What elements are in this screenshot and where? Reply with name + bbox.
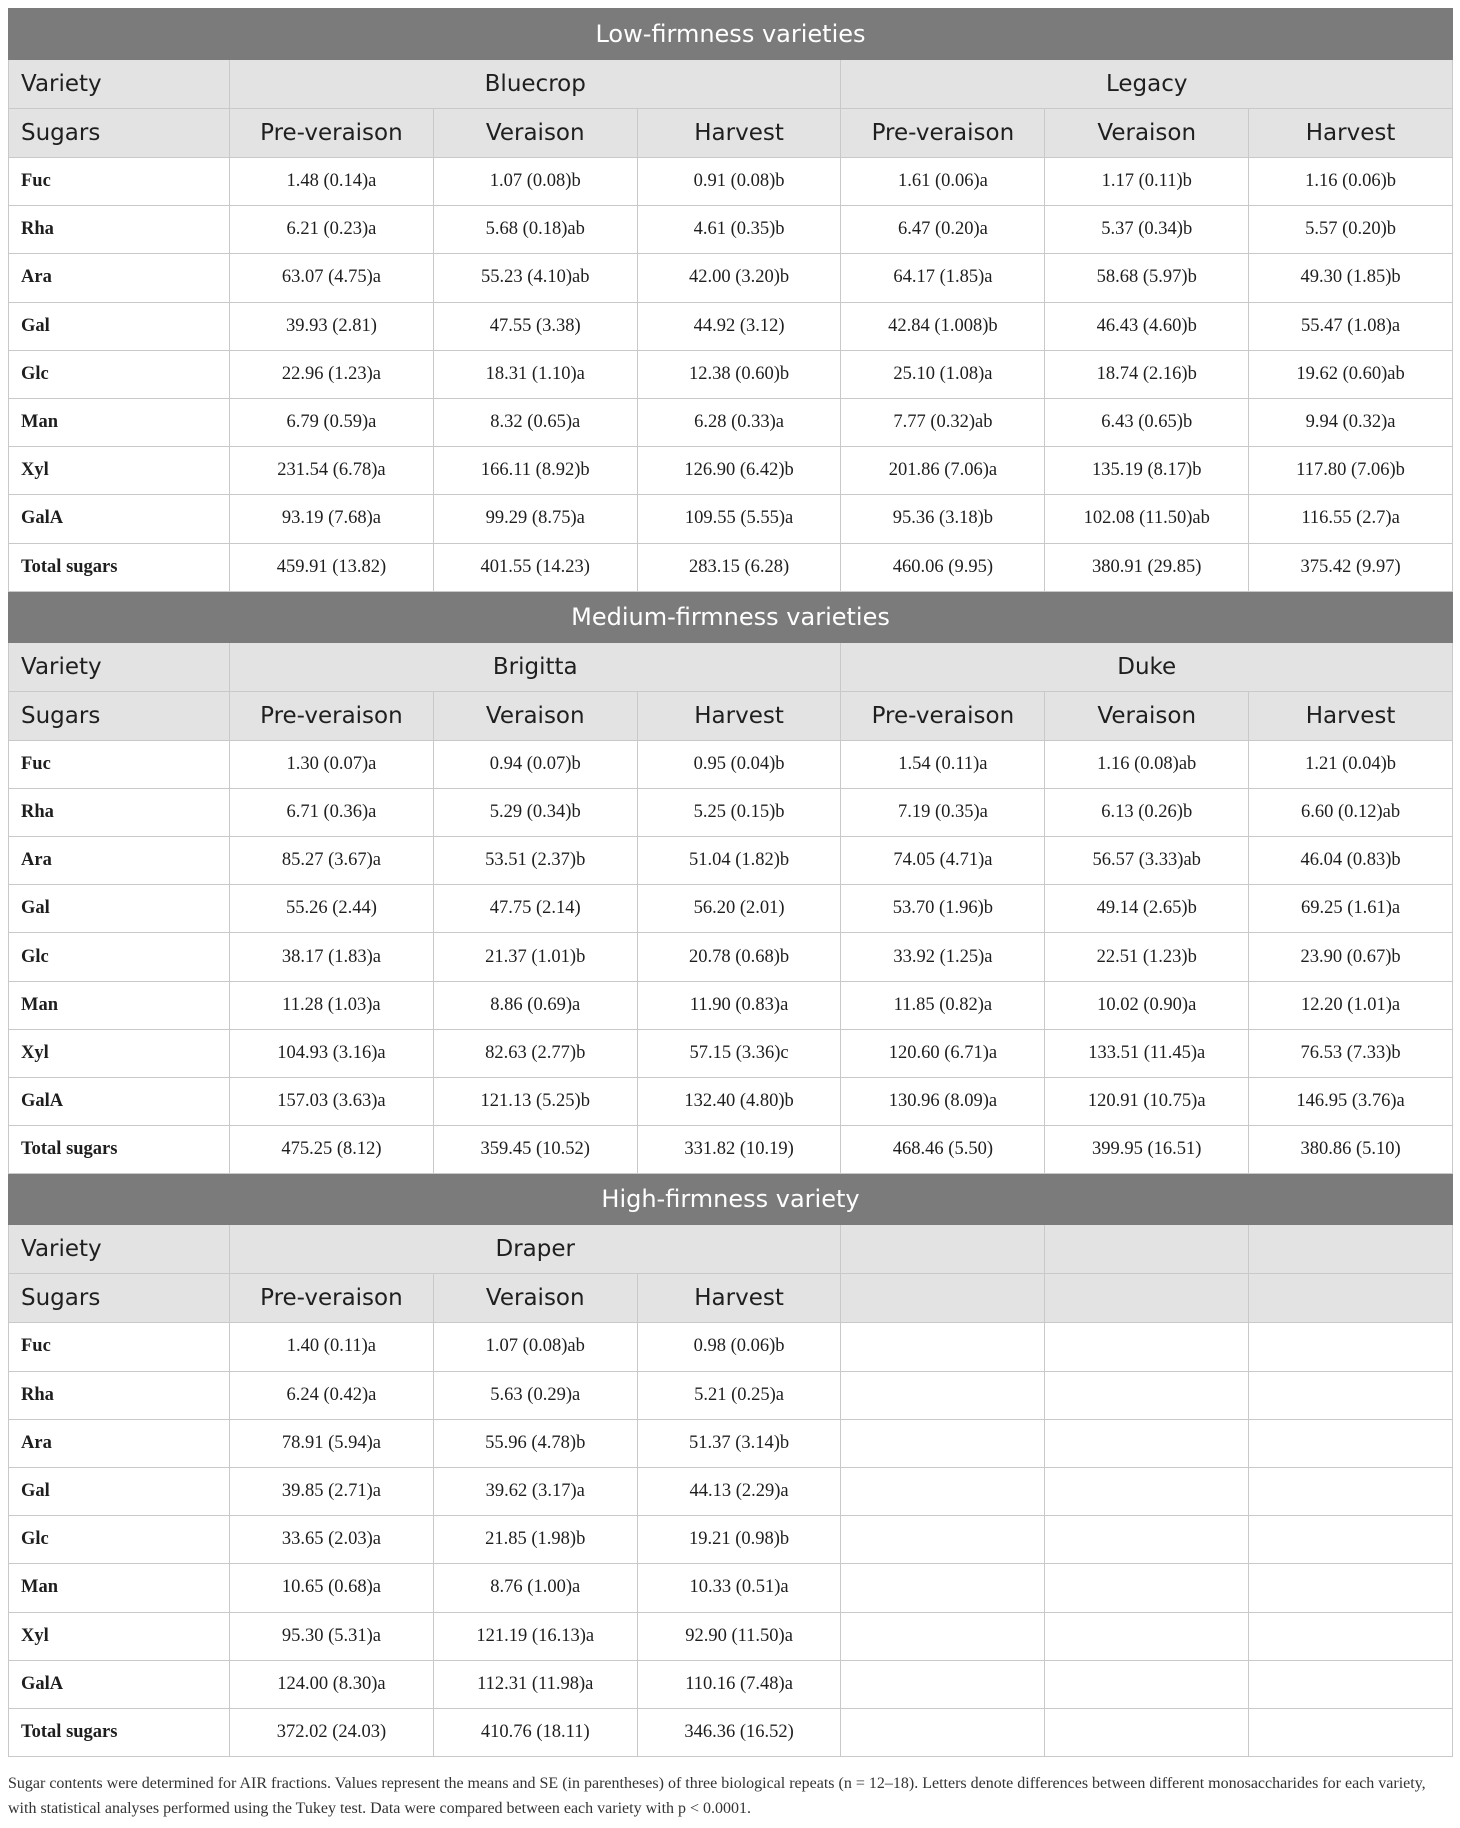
empty-header-cell [1045,1225,1249,1274]
value-cell: 5.25 (0.15)b [637,788,841,836]
stage-header: Veraison [433,691,637,740]
value-cell: 1.07 (0.08)ab [433,1323,637,1371]
empty-cell [841,1323,1045,1371]
value-cell: 401.55 (14.23) [433,543,637,591]
value-cell: 0.91 (0.08)b [637,158,841,206]
empty-cell [1045,1516,1249,1564]
empty-cell [1045,1323,1249,1371]
empty-cell [841,1660,1045,1708]
value-cell: 5.37 (0.34)b [1045,206,1249,254]
empty-cell [1249,1564,1453,1612]
table-row [9,447,1453,495]
sugar-name: Man [9,398,230,446]
value-cell: 78.91 (5.94)a [230,1419,434,1467]
value-cell: 11.85 (0.82)a [841,981,1045,1029]
value-cell: 475.25 (8.12) [230,1126,434,1174]
value-cell: 1.40 (0.11)a [230,1323,434,1371]
value-cell: 74.05 (4.71)a [841,837,1045,885]
value-cell: 121.13 (5.25)b [433,1078,637,1126]
value-cell: 23.90 (0.67)b [1249,933,1453,981]
empty-cell [1249,1419,1453,1467]
value-cell: 51.04 (1.82)b [637,837,841,885]
table-row [9,158,1453,206]
empty-cell [841,1371,1045,1419]
stage-header: Veraison [433,1274,637,1323]
value-cell: 44.13 (2.29)a [637,1467,841,1515]
value-cell: 380.91 (29.85) [1045,543,1249,591]
sugar-name: Rha [9,788,230,836]
value-cell: 6.47 (0.20)a [841,206,1045,254]
sugar-name: Ara [9,1419,230,1467]
section-title: Medium-firmness varieties [9,591,1453,642]
variety-row [9,60,1453,109]
value-cell: 0.95 (0.04)b [637,740,841,788]
stage-header: Harvest [637,1274,841,1323]
value-cell: 82.63 (2.77)b [433,1029,637,1077]
value-cell: 133.51 (11.45)a [1045,1029,1249,1077]
value-cell: 0.98 (0.06)b [637,1323,841,1371]
empty-header-cell [1249,1274,1453,1323]
sugar-name: Glc [9,1516,230,1564]
value-cell: 468.46 (5.50) [841,1126,1045,1174]
value-cell: 46.43 (4.60)b [1045,302,1249,350]
value-cell: 459.91 (13.82) [230,543,434,591]
sugar-name: Gal [9,1467,230,1515]
value-cell: 7.77 (0.32)ab [841,398,1045,446]
value-cell: 49.30 (1.85)b [1249,254,1453,302]
value-cell: 4.61 (0.35)b [637,206,841,254]
value-cell: 331.82 (10.19) [637,1126,841,1174]
empty-cell [841,1708,1045,1756]
value-cell: 6.60 (0.12)ab [1249,788,1453,836]
value-cell: 55.47 (1.08)a [1249,302,1453,350]
value-cell: 1.16 (0.08)ab [1045,740,1249,788]
sugar-name: Xyl [9,1029,230,1077]
value-cell: 117.80 (7.06)b [1249,447,1453,495]
table-row [9,206,1453,254]
sugar-name: Fuc [9,158,230,206]
value-cell: 53.70 (1.96)b [841,885,1045,933]
value-cell: 375.42 (9.97) [1249,543,1453,591]
table-row [9,837,1453,885]
value-cell: 146.95 (3.76)a [1249,1078,1453,1126]
table-row [9,1029,1453,1077]
empty-cell [841,1516,1045,1564]
value-cell: 39.62 (3.17)a [433,1467,637,1515]
stage-header: Harvest [637,109,841,158]
value-cell: 6.43 (0.65)b [1045,398,1249,446]
empty-header-cell [841,1225,1045,1274]
value-cell: 283.15 (6.28) [637,543,841,591]
value-cell: 56.57 (3.33)ab [1045,837,1249,885]
value-cell: 5.29 (0.34)b [433,788,637,836]
value-cell: 44.92 (3.12) [637,302,841,350]
value-cell: 51.37 (3.14)b [637,1419,841,1467]
empty-header-cell [1045,1274,1249,1323]
value-cell: 5.68 (0.18)ab [433,206,637,254]
value-cell: 8.86 (0.69)a [433,981,637,1029]
value-cell: 1.21 (0.04)b [1249,740,1453,788]
value-cell: 64.17 (1.85)a [841,254,1045,302]
value-cell: 166.11 (8.92)b [433,447,637,495]
value-cell: 1.48 (0.14)a [230,158,434,206]
value-cell: 1.07 (0.08)b [433,158,637,206]
empty-cell [1045,1467,1249,1515]
table-row [9,788,1453,836]
empty-cell [841,1419,1045,1467]
value-cell: 33.92 (1.25)a [841,933,1045,981]
value-cell: 42.84 (1.008)b [841,302,1045,350]
value-cell: 104.93 (3.16)a [230,1029,434,1077]
value-cell: 6.21 (0.23)a [230,206,434,254]
value-cell: 372.02 (24.03) [230,1708,434,1756]
sugar-name: GalA [9,1078,230,1126]
value-cell: 410.76 (18.11) [433,1708,637,1756]
value-cell: 92.90 (11.50)a [637,1612,841,1660]
value-cell: 5.57 (0.20)b [1249,206,1453,254]
table-row [9,740,1453,788]
table-row [9,933,1453,981]
stage-header: Veraison [1045,109,1249,158]
value-cell: 7.19 (0.35)a [841,788,1045,836]
value-cell: 19.62 (0.60)ab [1249,350,1453,398]
table-row [9,495,1453,543]
value-cell: 8.76 (1.00)a [433,1564,637,1612]
section-title: Low-firmness varieties [9,9,1453,60]
stage-row [9,691,1453,740]
value-cell: 21.85 (1.98)b [433,1516,637,1564]
value-cell: 38.17 (1.83)a [230,933,434,981]
value-cell: 460.06 (9.95) [841,543,1045,591]
empty-cell [1045,1708,1249,1756]
sugar-name: Gal [9,885,230,933]
value-cell: 49.14 (2.65)b [1045,885,1249,933]
table-container [8,8,1452,1821]
value-cell: 380.86 (5.10) [1249,1126,1453,1174]
sugar-name: Glc [9,933,230,981]
table-row [9,1467,1453,1515]
table-row [9,350,1453,398]
sugars-label: Sugars [9,691,230,740]
value-cell: 39.93 (2.81) [230,302,434,350]
value-cell: 135.19 (8.17)b [1045,447,1249,495]
value-cell: 126.90 (6.42)b [637,447,841,495]
section-title: High-firmness variety [9,1174,1453,1225]
value-cell: 99.29 (8.75)a [433,495,637,543]
value-cell: 6.13 (0.26)b [1045,788,1249,836]
value-cell: 6.24 (0.42)a [230,1371,434,1419]
value-cell: 21.37 (1.01)b [433,933,637,981]
sugar-name: Xyl [9,447,230,495]
sugar-name: Fuc [9,740,230,788]
value-cell: 85.27 (3.67)a [230,837,434,885]
value-cell: 57.15 (3.36)c [637,1029,841,1077]
sugar-name: Total sugars [9,543,230,591]
empty-header-cell [1249,1225,1453,1274]
stage-header: Harvest [1249,691,1453,740]
empty-header-cell [841,1274,1045,1323]
value-cell: 0.94 (0.07)b [433,740,637,788]
empty-cell [841,1564,1045,1612]
table-row [9,1660,1453,1708]
table-row [9,1564,1453,1612]
table-row [9,543,1453,591]
value-cell: 55.26 (2.44) [230,885,434,933]
stage-header: Pre-veraison [230,109,434,158]
empty-cell [1045,1564,1249,1612]
value-cell: 1.16 (0.06)b [1249,158,1453,206]
variety-name: Brigitta [230,642,841,691]
value-cell: 5.63 (0.29)a [433,1371,637,1419]
sugar-name: Man [9,981,230,1029]
empty-cell [1045,1419,1249,1467]
section-header-row [9,591,1453,642]
value-cell: 63.07 (4.75)a [230,254,434,302]
value-cell: 102.08 (11.50)ab [1045,495,1249,543]
table-row [9,254,1453,302]
value-cell: 116.55 (2.7)a [1249,495,1453,543]
table-row [9,1078,1453,1126]
value-cell: 359.45 (10.52) [433,1126,637,1174]
value-cell: 120.60 (6.71)a [841,1029,1045,1077]
variety-name: Bluecrop [230,60,841,109]
value-cell: 112.31 (11.98)a [433,1660,637,1708]
value-cell: 1.17 (0.11)b [1045,158,1249,206]
value-cell: 46.04 (0.83)b [1249,837,1453,885]
stage-header: Harvest [1249,109,1453,158]
value-cell: 10.65 (0.68)a [230,1564,434,1612]
sugar-name: Ara [9,837,230,885]
value-cell: 76.53 (7.33)b [1249,1029,1453,1077]
sugar-name: Rha [9,1371,230,1419]
sugar-name: Gal [9,302,230,350]
value-cell: 12.38 (0.60)b [637,350,841,398]
empty-cell [1249,1612,1453,1660]
value-cell: 130.96 (8.09)a [841,1078,1045,1126]
value-cell: 1.61 (0.06)a [841,158,1045,206]
value-cell: 93.19 (7.68)a [230,495,434,543]
value-cell: 53.51 (2.37)b [433,837,637,885]
table-row [9,885,1453,933]
value-cell: 11.90 (0.83)a [637,981,841,1029]
sugar-name: GalA [9,1660,230,1708]
value-cell: 10.02 (0.90)a [1045,981,1249,1029]
value-cell: 56.20 (2.01) [637,885,841,933]
value-cell: 55.23 (4.10)ab [433,254,637,302]
value-cell: 18.74 (2.16)b [1045,350,1249,398]
value-cell: 124.00 (8.30)a [230,1660,434,1708]
value-cell: 1.30 (0.07)a [230,740,434,788]
value-cell: 157.03 (3.63)a [230,1078,434,1126]
empty-cell [1045,1660,1249,1708]
table-row [9,1419,1453,1467]
value-cell: 132.40 (4.80)b [637,1078,841,1126]
sugar-name: Xyl [9,1612,230,1660]
table-row [9,398,1453,446]
value-cell: 47.55 (3.38) [433,302,637,350]
variety-name: Legacy [841,60,1453,109]
value-cell: 10.33 (0.51)a [637,1564,841,1612]
value-cell: 9.94 (0.32)a [1249,398,1453,446]
stage-header: Harvest [637,691,841,740]
value-cell: 8.32 (0.65)a [433,398,637,446]
empty-cell [1249,1467,1453,1515]
table-body [9,9,1453,1757]
value-cell: 346.36 (16.52) [637,1708,841,1756]
stage-header: Veraison [1045,691,1249,740]
value-cell: 58.68 (5.97)b [1045,254,1249,302]
table-row [9,1708,1453,1756]
variety-row [9,1225,1453,1274]
empty-cell [1249,1371,1453,1419]
value-cell: 39.85 (2.71)a [230,1467,434,1515]
sugar-content-table [8,8,1453,1757]
value-cell: 231.54 (6.78)a [230,447,434,495]
value-cell: 399.95 (16.51) [1045,1126,1249,1174]
section-header-row [9,9,1453,60]
value-cell: 11.28 (1.03)a [230,981,434,1029]
sugar-name: Ara [9,254,230,302]
empty-cell [1045,1612,1249,1660]
value-cell: 120.91 (10.75)a [1045,1078,1249,1126]
empty-cell [841,1467,1045,1515]
table-row [9,1612,1453,1660]
value-cell: 19.21 (0.98)b [637,1516,841,1564]
table-footnote: Sugar contents were determined for AIR fractions. Values represent the means and SE (in parentheses) of three biological repeats (n = 12–18). Letters denote differences between different monosaccharides for each variety, with statistical analyses performed using the Tukey test. Data were compared between each variety with p < 0.0001. [8,1775,1426,1818]
value-cell: 5.21 (0.25)a [637,1371,841,1419]
value-cell: 95.30 (5.31)a [230,1612,434,1660]
variety-name: Draper [230,1225,841,1274]
stage-header: Veraison [433,109,637,158]
sugar-name: Man [9,1564,230,1612]
sugar-name: Glc [9,350,230,398]
stage-row [9,1274,1453,1323]
value-cell: 25.10 (1.08)a [841,350,1045,398]
empty-cell [841,1612,1045,1660]
table-row [9,1371,1453,1419]
stage-row [9,109,1453,158]
empty-cell [1249,1323,1453,1371]
value-cell: 6.71 (0.36)a [230,788,434,836]
stage-header: Pre-veraison [841,109,1045,158]
value-cell: 22.51 (1.23)b [1045,933,1249,981]
variety-row [9,642,1453,691]
sugar-name: Total sugars [9,1126,230,1174]
value-cell: 33.65 (2.03)a [230,1516,434,1564]
empty-cell [1249,1708,1453,1756]
value-cell: 12.20 (1.01)a [1249,981,1453,1029]
sugar-name: Total sugars [9,1708,230,1756]
table-row [9,1126,1453,1174]
value-cell: 121.19 (16.13)a [433,1612,637,1660]
stage-header: Pre-veraison [841,691,1045,740]
value-cell: 22.96 (1.23)a [230,350,434,398]
value-cell: 6.79 (0.59)a [230,398,434,446]
value-cell: 55.96 (4.78)b [433,1419,637,1467]
value-cell: 110.16 (7.48)a [637,1660,841,1708]
empty-cell [1249,1660,1453,1708]
value-cell: 42.00 (3.20)b [637,254,841,302]
sugar-name: Fuc [9,1323,230,1371]
table-row [9,1516,1453,1564]
variety-label: Variety [9,60,230,109]
table-row [9,1323,1453,1371]
value-cell: 69.25 (1.61)a [1249,885,1453,933]
sugar-name: GalA [9,495,230,543]
value-cell: 18.31 (1.10)a [433,350,637,398]
table-row [9,302,1453,350]
section-header-row [9,1174,1453,1225]
sugars-label: Sugars [9,1274,230,1323]
empty-cell [1249,1516,1453,1564]
empty-cell [1045,1371,1249,1419]
value-cell: 6.28 (0.33)a [637,398,841,446]
sugars-label: Sugars [9,109,230,158]
value-cell: 109.55 (5.55)a [637,495,841,543]
value-cell: 20.78 (0.68)b [637,933,841,981]
variety-label: Variety [9,1225,230,1274]
value-cell: 1.54 (0.11)a [841,740,1045,788]
stage-header: Pre-veraison [230,1274,434,1323]
value-cell: 47.75 (2.14) [433,885,637,933]
value-cell: 201.86 (7.06)a [841,447,1045,495]
variety-label: Variety [9,642,230,691]
stage-header: Pre-veraison [230,691,434,740]
variety-name: Duke [841,642,1453,691]
value-cell: 95.36 (3.18)b [841,495,1045,543]
table-row [9,981,1453,1029]
sugar-name: Rha [9,206,230,254]
